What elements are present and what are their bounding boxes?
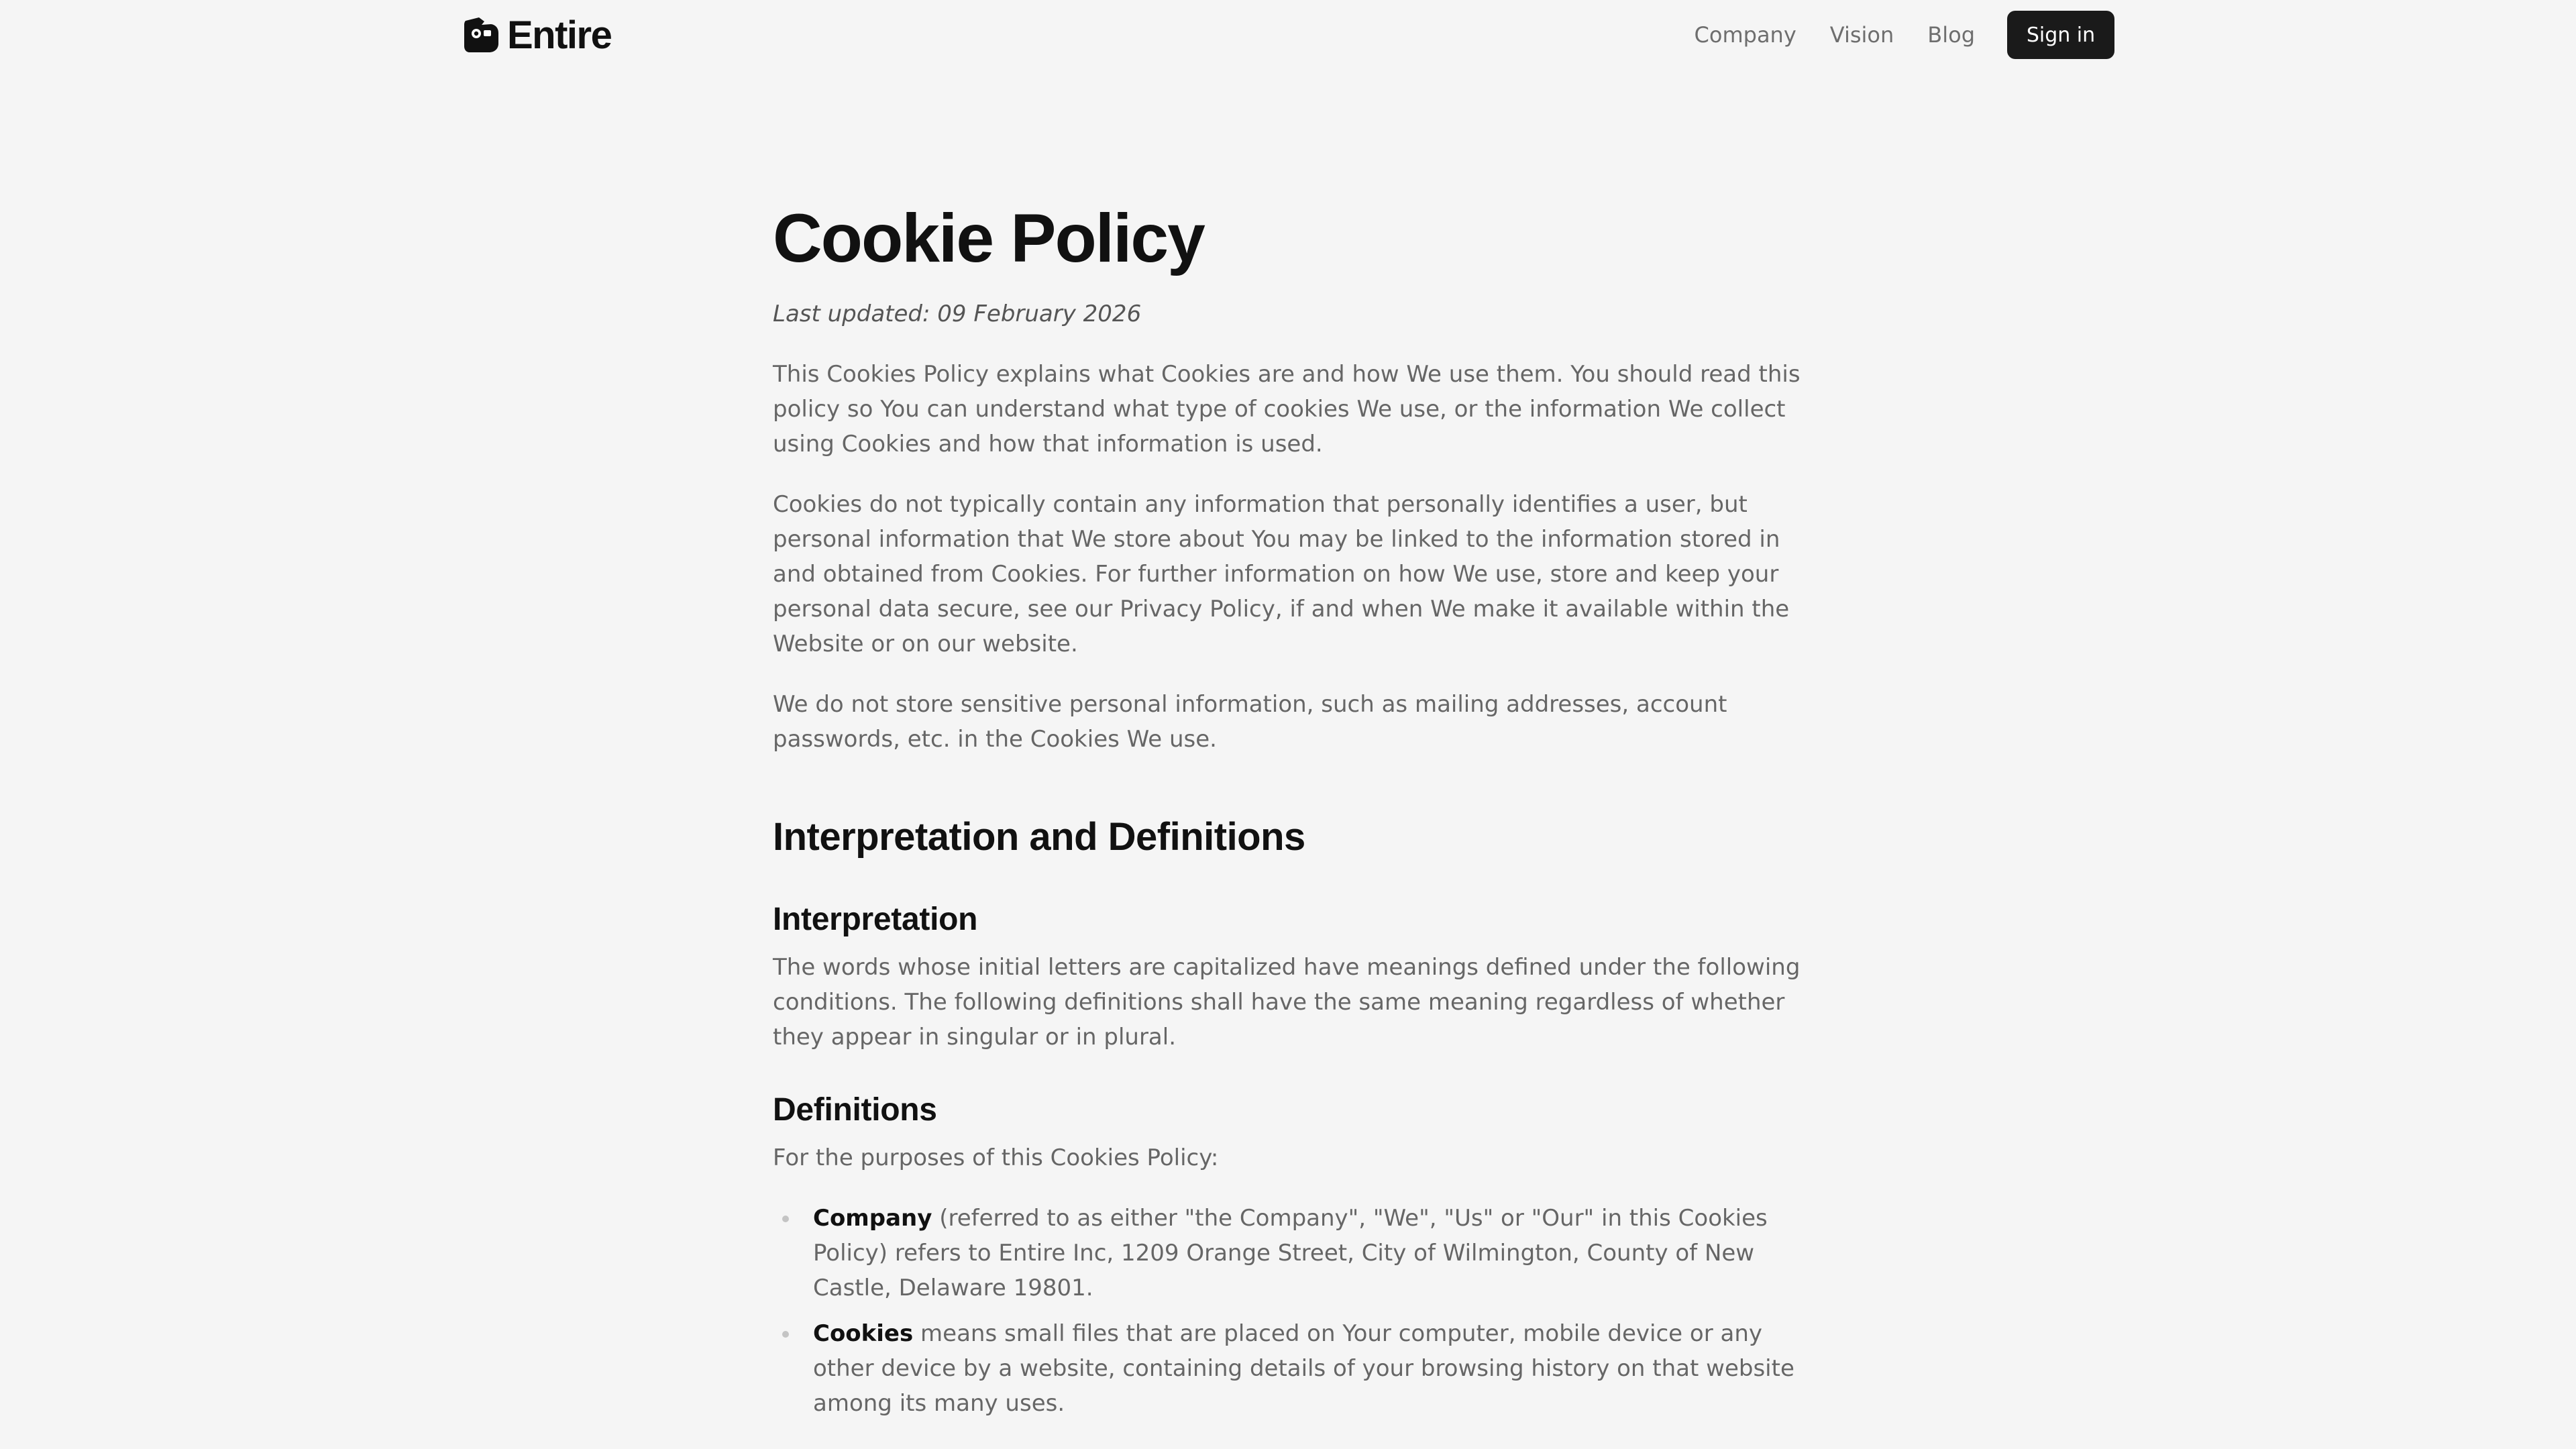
definition-item [773, 1316, 1806, 1421]
intro-paragraph: This Cookies Policy explains what Cookies are and how We use them. You should read this policy so You can understand what type of cookies We use, or the information We collect using Cookies and how that information is used. [773, 361, 1801, 458]
intro-paragraph: Cookies do not typically contain any information that personally identifies a user, but personal information that We store about You may be linked to the information stored in and obtained from Cookies. For further information on how We use, store and keep your personal data secure, see our Privacy Policy, if and when We make it available within the Website or on our website. [773, 491, 1790, 657]
nav-link-company[interactable]: Company [1694, 22, 1796, 48]
definition-term: Company [813, 1205, 932, 1232]
page-title: Cookie Policy [773, 200, 1204, 276]
sign-in-button[interactable]: Sign in [2007, 11, 2114, 59]
definition-term: Cookies [813, 1320, 914, 1347]
nav-link-vision[interactable]: Vision [1829, 22, 1894, 48]
interpretation-paragraph: The words whose initial letters are capitalized have meanings defined under the following conditions. The following definitions shall have the same meaning regardless of whether they appear in singular or in plural. [773, 954, 1801, 1051]
entire-logo-icon [462, 15, 500, 54]
subsection-heading-definitions: Definitions [773, 1092, 937, 1128]
definition-text: means small files that are placed on Your computer, mobile device or any other device by a website, containing details of your browsing history on that website among its many uses. [813, 1320, 1794, 1417]
definition-text: (referred to as either "the Company", "We", "Us" or "Our" in this Cookies Policy) refers to Entire Inc, 1209 Orange Street, City of Wilmington, County of New Castle, Delaware 19801. [813, 1205, 1768, 1301]
nav-link-blog[interactable]: Blog [1927, 22, 1975, 48]
last-updated-date: Last updated: 09 February 2026 [773, 301, 1142, 327]
policy-content [773, 195, 1806, 1432]
intro-paragraph: We do not store sensitive personal information, such as mailing addresses, account passwords, etc. in the Cookies We use. [773, 691, 1727, 753]
bullet-dot [782, 1216, 789, 1222]
definition-item [773, 1201, 1806, 1305]
section-heading-interpretation-definitions: Interpretation and Definitions [773, 815, 1305, 859]
subsection-heading-interpretation: Interpretation [773, 902, 978, 937]
bullet-dot [782, 1331, 789, 1338]
brand-logo-link[interactable] [462, 13, 611, 58]
brand-name: Entire [507, 13, 612, 57]
main-nav [1695, 11, 2114, 59]
top-navbar [0, 0, 2576, 70]
definitions-list [773, 1201, 1806, 1421]
definitions-lead: For the purposes of this Cookies Policy: [773, 1144, 1219, 1171]
